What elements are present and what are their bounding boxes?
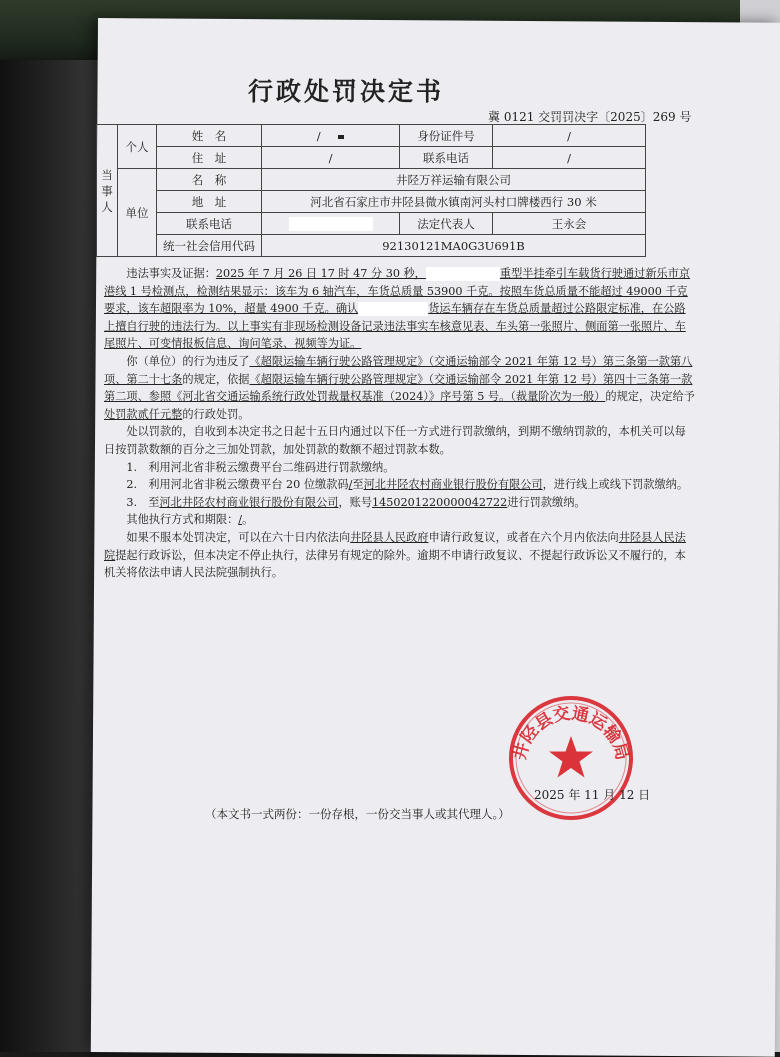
id-label: 身份证件号	[400, 125, 493, 147]
appeal-paragraph: 如果不服本处罚决定，可以在六十日内依法向井陉县人民政府申请行政复议，或者在六个月内依法向井陉县人民法院提起行政诉讼，但本决定不停止执行，法律另有规定的除外。逾期不申请行政复议、不提起行政诉讼又不履行的，本机关将依法申请人民法院强制执行。	[104, 530, 686, 580]
party-group-label: 当事人	[97, 125, 118, 257]
facts-paragraph: 违法事实及证据：2025 年 7 月 26 日 17 时 47 分 30 秒， 重型半挂牵引车载货行驶通过新乐市京港线 1 号检测点，检测结果显示：该车为 6 轴汽车，车货总质量 53900 千克。按照车货总质量不能超过 49000 千克要求，该车超限率为 10%，超量 4900 千克。确认 货运车辆存在车货总质量超过公路限定标准，在公路上擅自行驶的违法行为。以上事实有非现场检测设备记录违法事实车核意见表、车头第一张照片、侧面第一张照片、车尾照片、可变情报板信息、询问笔录、视频等为证。	[104, 267, 691, 351]
name-label: 姓 名	[157, 125, 262, 147]
footer-note: （本文书一式两份：一份存根，一份交当事人或其代理人。）	[205, 807, 510, 821]
address-label: 住 址	[157, 147, 262, 169]
redaction-box	[426, 267, 500, 281]
name-value: /	[262, 125, 400, 147]
unit-label: 单位	[118, 169, 157, 257]
other-execution: 其他执行方式和期限：/。	[126, 513, 254, 527]
party-table	[96, 124, 646, 257]
document-date: 2025 年 11 月 12 日	[534, 788, 651, 802]
credit-code-label: 统一社会信用代码	[157, 235, 262, 257]
person-label: 个人	[118, 125, 157, 169]
legal-rep-label: 法定代表人	[400, 213, 493, 235]
unit-address-label: 地 址	[157, 191, 262, 213]
violation-paragraph: 你（单位）的行为违反了《超限运输车辆行驶公路管理规定》（交通运输部令 2021 年第 12 号）第三条第一款第八项、第二十七条的规定，依据《超限运输车辆行驶公路管理规定》（交通运输部令 2021 年第 12 号）第四十三条第一款第二项、参照《河北省交通运输系统行政处罚裁量权基准（2024）》序号第 5 号。（裁量阶次为一般）的规定，决定给予处罚款贰仟元整的行政处罚。	[104, 354, 695, 421]
address-value: /	[262, 147, 400, 169]
id-value: /	[493, 125, 646, 147]
unit-phone-label: 联系电话	[157, 213, 262, 235]
payment-method-1: 1. 利用河北省非税云缴费平台二维码进行罚款缴纳。	[126, 460, 395, 474]
unit-address-value: 河北省石家庄市井陉县微水镇南河头村口牌楼西行 30 米	[262, 191, 646, 213]
redaction-box	[289, 217, 373, 231]
star-icon	[549, 736, 593, 778]
legal-rep-value: 王永会	[493, 213, 646, 235]
redaction-box	[358, 302, 388, 316]
unit-name-value: 井陉万祥运输有限公司	[262, 169, 646, 191]
unit-name-label: 名 称	[157, 169, 262, 191]
phone-label: 联系电话	[400, 147, 493, 169]
payment-method-3: 3. 至河北井陉农村商业银行股份有限公司，账号1450201220000042722进行罚款缴纳。	[126, 495, 586, 509]
unit-phone-value	[262, 213, 400, 235]
svg-text:井陉县交通运输局: 井陉县交通运输局	[509, 703, 633, 763]
payment-paragraph: 处以罚款的，自收到本决定书之日起十五日内通过以下任一方式进行罚款缴纳，到期不缴纳罚款的，本机关可以每日按罚款数额的百分之三加处罚款，加处罚款的数额不超过罚款本数。	[104, 425, 686, 456]
document-body	[104, 265, 696, 582]
document-number: 冀 0121 交罚罚决字〔2025〕269 号	[488, 110, 692, 124]
phone-value: /	[493, 147, 646, 169]
document-title: 行政处罚决定书	[248, 77, 445, 106]
payment-method-2: 2. 利用河北省非税云缴费平台 20 位缴款码/至河北井陉农村商业银行股份有限公司，进行线上或线下罚款缴纳。	[126, 478, 689, 492]
official-seal	[505, 692, 637, 824]
redaction-box	[388, 302, 428, 316]
credit-code-value: 92130121MA0G3U691B	[262, 235, 646, 257]
